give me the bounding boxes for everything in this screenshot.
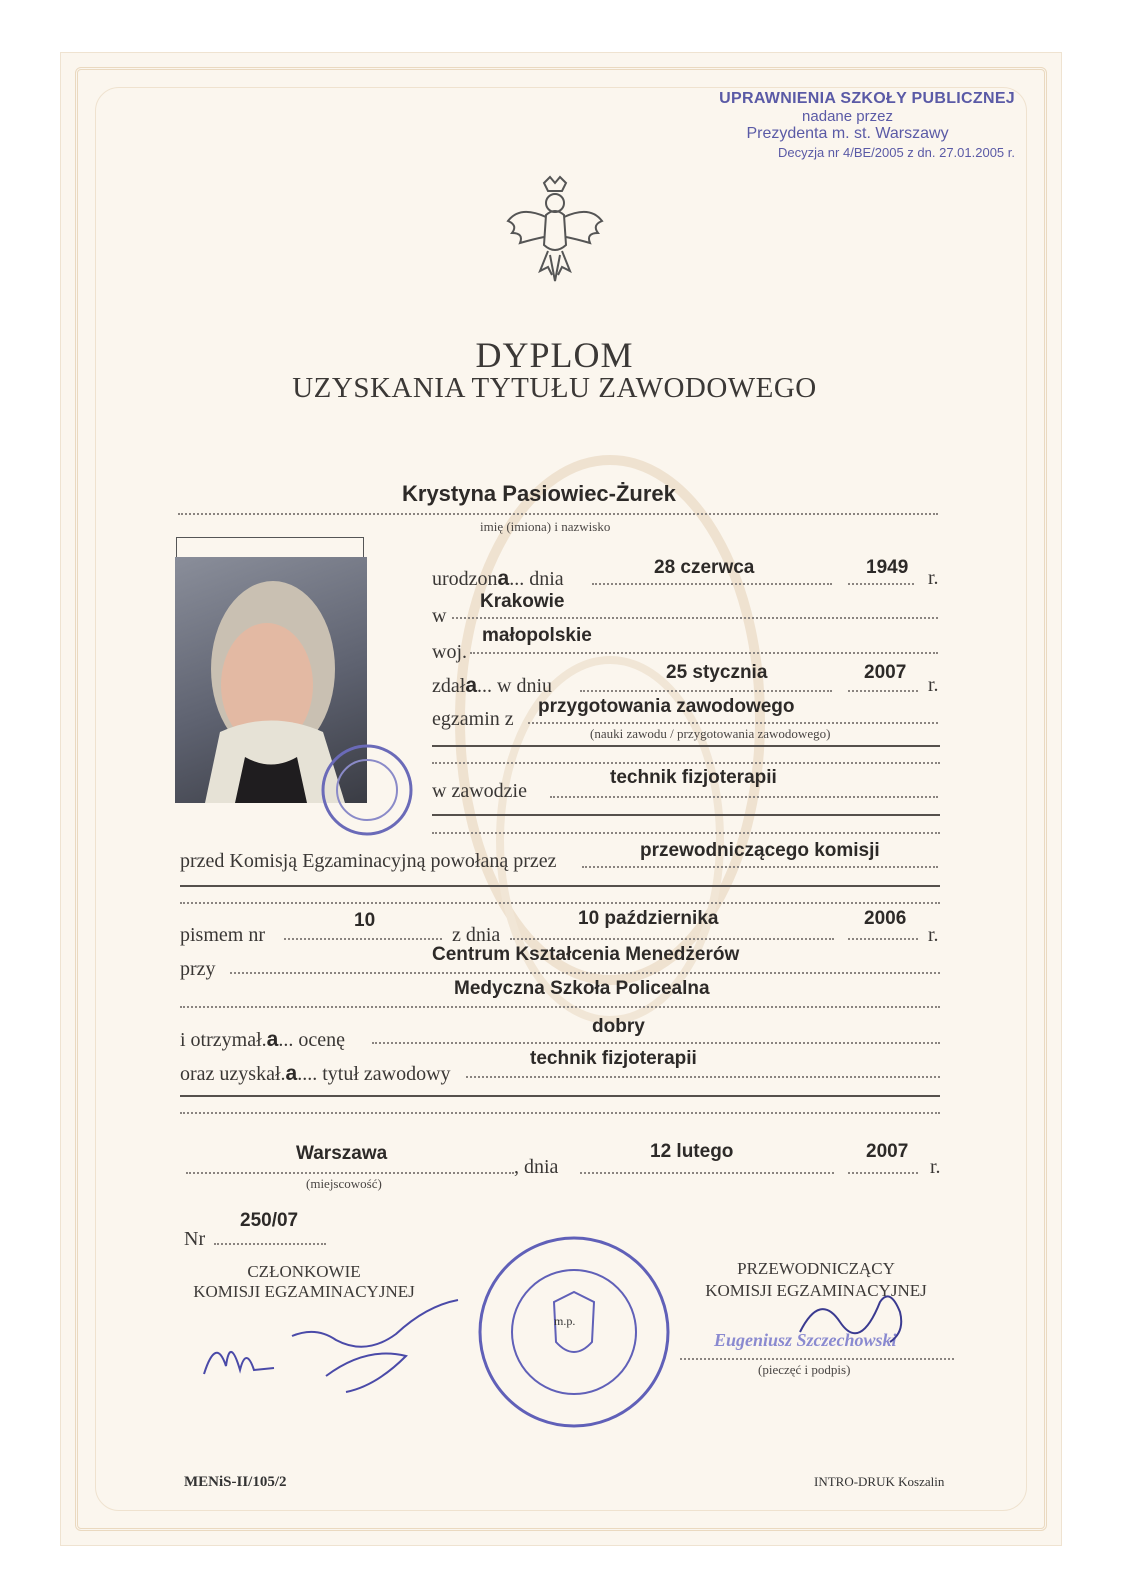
exam-type-label: egzamin z [432,708,514,730]
issue-year-dots [848,1172,918,1174]
school-name-1: Centrum Kształcenia Menedżerów [432,944,740,965]
chairman-signature [780,1282,920,1362]
commission-label: przed Komisją Egzaminacyjną powołaną przez [180,850,557,872]
printer-name: INTRO-DRUK Koszalin [814,1474,945,1489]
year-abbr-2: r. [928,674,939,696]
stamp-line-4: Decyzja nr 4/BE/2005 z dn. 27.01.2005 r. [777,145,1015,160]
polish-eagle-emblem-icon [500,175,610,285]
commission-dots [582,866,938,868]
name-dotted-line [178,513,938,515]
letter-number-dots [284,938,442,940]
profession-extra-dots [432,832,940,834]
year-abbr-4: r. [930,1156,941,1178]
grade: dobry [592,1016,645,1037]
name-caption: imię (imiona) i nazwisko [480,519,611,534]
at-label: przy [180,958,216,980]
stamp-line-2: nadane przez [802,108,893,125]
exam-date-dots [580,690,832,692]
public-school-rights-stamp [620,90,1015,160]
school-round-seal [474,1232,674,1432]
exam-rule [432,745,940,747]
issue-day-label: , dnia [514,1156,559,1178]
stamp-line-1: UPRAWNIENIA SZKOŁY PUBLICZNEJ [719,90,1015,107]
document-number: 250/07 [240,1210,299,1231]
voivodeship-label: woj. [432,641,467,663]
letter-number-label: pismem nr [180,924,265,946]
chairman-name-stamp: Eugeniusz Szczechowski [714,1330,897,1350]
school-dots-2 [180,1006,940,1008]
place-caption: (miejscowość) [306,1176,382,1191]
born-label: urodzona... dnia [432,567,564,590]
document-subtitle: UZYSKANIA TYTUŁU ZAWODOWEGO [292,372,817,404]
place-label: w [432,605,447,627]
exam-year: 2007 [864,662,907,683]
issue-place: Warszawa [296,1143,388,1164]
issue-year: 2007 [866,1141,909,1162]
exam-extra-dots [432,762,940,764]
number-label: Nr [184,1228,206,1250]
voivodeship: małopolskie [482,625,592,646]
letter-number: 10 [354,910,376,931]
voivodeship-dots [470,652,938,654]
exam-type: przygotowania zawodowego [538,696,795,717]
profession-rule [432,814,940,816]
photo-frame-top [176,537,364,558]
grade-dots [372,1042,940,1044]
birth-place-dots [452,617,938,619]
birth-place: Krakowie [480,591,565,612]
letter-date: 10 października [578,908,719,929]
school-name-2: Medyczna Szkoła Policealna [454,978,710,999]
seal-and-signature-caption: (pieczęć i podpis) [758,1362,851,1377]
year-abbr: r. [928,567,939,589]
issue-date-dots [580,1172,834,1174]
chairman-dots [680,1358,954,1360]
holder-name: Krystyna Pasiowiec-Żurek [402,481,676,506]
title-extra-dots [180,1112,940,1114]
letter-date-label: z dnia [452,924,501,946]
seal-mp-label: m.p. [554,1314,576,1328]
letter-year-dots [848,938,918,940]
birth-year-dots [848,583,914,585]
title-rule [180,1095,940,1097]
grade-label: i otrzymał.a... ocenę [180,1028,345,1051]
exam-type-dots [528,722,938,724]
school-dots [230,972,940,974]
photo-seal-stamp [312,740,422,840]
issue-date: 12 lutego [650,1141,734,1162]
form-code: MENiS-II/105/2 [184,1474,287,1490]
professional-title: technik fizjoterapii [530,1048,697,1069]
issue-place-dots [186,1172,514,1174]
letter-date-dots [510,938,834,940]
commission-rule [180,885,940,887]
birth-year: 1949 [866,557,909,578]
exam-year-dots [848,690,918,692]
commission-extra-dots [180,902,940,904]
passed-label: zdała... w dniu [432,674,552,697]
exam-type-caption: (nauki zawodu / przygotowania zawodowego) [590,726,831,741]
number-dots [214,1243,326,1245]
profession-label: w zawodzie [432,780,527,802]
commission-appointed-by: przewodniczącego komisji [640,840,880,861]
letter-year: 2006 [864,908,907,929]
title-dots [466,1076,940,1078]
title-obtained-label: oraz uzyskał.a.... tytuł zawodowy [180,1062,451,1085]
commission-members-caption: CZŁONKOWIE KOMISJI EGZAMINACYJNEJ [193,1262,415,1301]
chairman-caption: PRZEWODNICZĄCY KOMISJI EGZAMINACYJNEJ [705,1259,927,1300]
stamp-line-3: Prezydenta m. st. Warszawy [746,125,949,142]
exam-date: 25 stycznia [666,662,768,683]
year-abbr-3: r. [928,924,939,946]
document-title: DYPLOM [475,335,634,375]
birth-date-dots [592,583,832,585]
profession-dots [550,796,938,798]
members-signatures [196,1296,476,1406]
birth-date: 28 czerwca [654,557,755,578]
profession: technik fizjoterapii [610,767,777,788]
